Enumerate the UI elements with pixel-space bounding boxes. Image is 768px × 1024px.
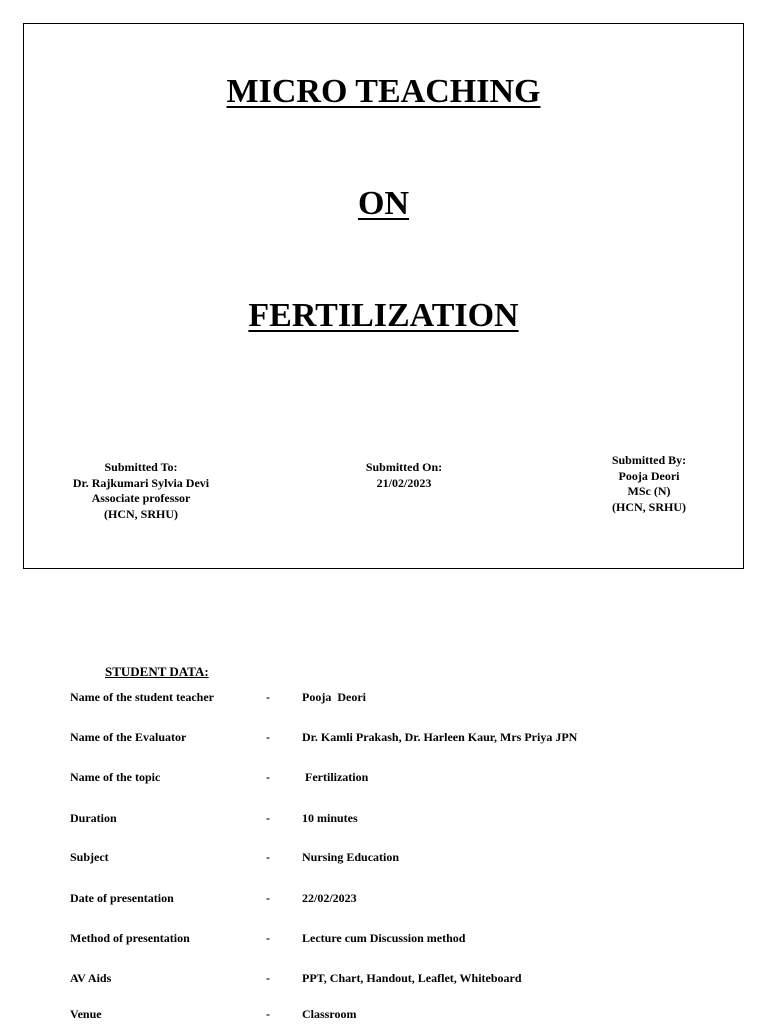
- row-separator: -: [266, 850, 270, 864]
- student-data-row: [0, 849, 768, 865]
- row-value: 10 minutes: [302, 811, 358, 825]
- row-separator: -: [266, 931, 270, 945]
- title-micro-teaching: MICRO TEACHING: [226, 73, 541, 110]
- row-separator: -: [266, 730, 270, 744]
- cover-page-box: [23, 23, 744, 569]
- student-data-row: [0, 810, 768, 826]
- student-data-row: [0, 689, 768, 705]
- row-value: Dr. Kamli Prakash, Dr. Harleen Kaur, Mrs Priya JPN: [302, 730, 578, 744]
- student-data-row: [0, 729, 768, 745]
- row-value: 22/02/2023: [302, 891, 357, 905]
- submitted-on-date: 21/02/2023: [376, 475, 432, 490]
- submitted-to-heading: Submitted To:: [104, 460, 178, 474]
- submitted-to-block: [61, 460, 221, 522]
- row-separator: -: [266, 690, 270, 704]
- row-label: Date of presentation: [70, 891, 174, 905]
- row-value: Pooja Deori: [302, 690, 366, 704]
- submitted-to-name: Dr. Rajkumari Sylvia Devi: [72, 475, 210, 490]
- submitted-by-degree: MSc (N): [627, 484, 671, 498]
- row-separator: -: [266, 811, 270, 825]
- submitted-by-heading: Submitted By:: [611, 453, 687, 467]
- row-value: Nursing Education: [302, 850, 400, 864]
- row-value: Fertilization: [302, 770, 369, 784]
- row-value: Classroom: [302, 1007, 357, 1021]
- row-separator: -: [266, 1007, 270, 1021]
- student-data-row: [0, 890, 768, 906]
- row-label: AV Aids: [70, 971, 112, 985]
- row-label: Name of the student teacher: [70, 690, 214, 704]
- row-label: Venue: [70, 1007, 102, 1021]
- student-data-row: [0, 769, 768, 785]
- row-label: Subject: [70, 850, 109, 864]
- submitted-on-block: [334, 460, 474, 491]
- submitted-to-affiliation: (HCN, SRHU): [104, 506, 178, 521]
- row-label: Name of the Evaluator: [70, 730, 187, 744]
- submitted-to-role: Associate professor: [91, 491, 191, 505]
- row-label: Method of presentation: [70, 931, 190, 945]
- student-data-heading: STUDENT DATA:: [105, 664, 209, 679]
- student-data-row: [0, 1006, 768, 1022]
- row-value: Lecture cum Discussion method: [302, 931, 466, 945]
- title-topic: FERTILIZATION: [248, 297, 519, 334]
- row-value: PPT, Chart, Handout, Leaflet, Whiteboard: [302, 971, 522, 985]
- row-separator: -: [266, 971, 270, 985]
- student-data-row: [0, 930, 768, 946]
- row-label: Duration: [70, 811, 117, 825]
- submitted-by-affiliation: (HCN, SRHU): [612, 499, 686, 514]
- row-label: Name of the topic: [70, 770, 161, 784]
- row-separator: -: [266, 770, 270, 784]
- title-on: ON: [358, 185, 409, 222]
- submitted-by-block: [579, 453, 719, 515]
- submitted-by-name: Pooja Deori: [618, 468, 680, 483]
- row-separator: -: [266, 891, 270, 905]
- student-data-row: [0, 970, 768, 986]
- submitted-on-heading: Submitted On:: [365, 460, 443, 474]
